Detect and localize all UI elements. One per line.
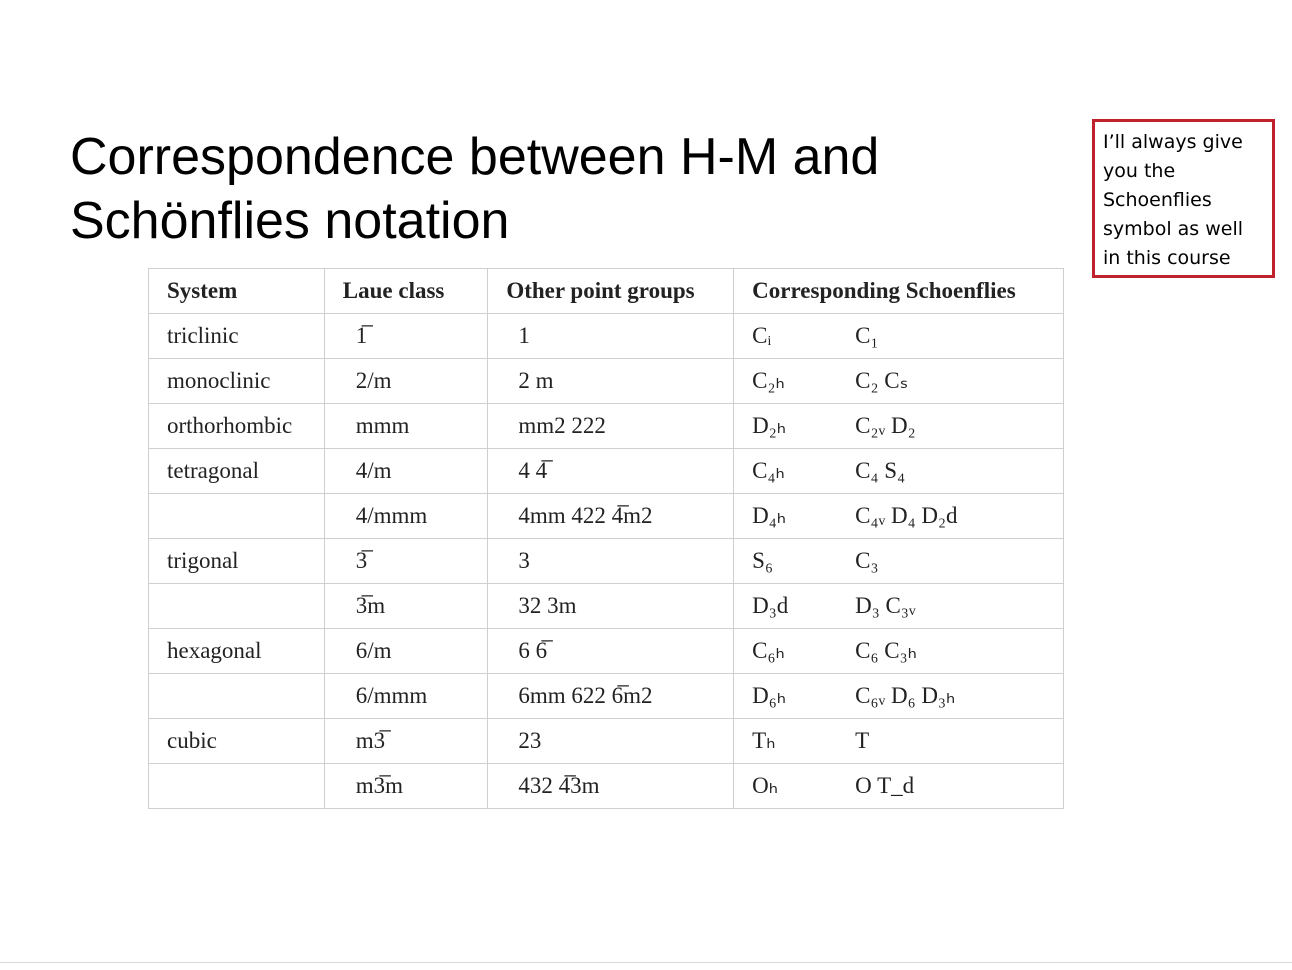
cell-other-point-groups: 3 <box>488 539 734 584</box>
schoenflies-laue-symbol: D₄ₕ <box>752 503 787 528</box>
cell-laue-class: 4/m <box>324 449 488 494</box>
slide-title-line-2: Schönflies notation <box>70 192 510 250</box>
note-line: you the <box>1103 160 1176 182</box>
cell-schoenflies <box>734 584 1064 629</box>
schoenflies-laue-symbol: S₆ <box>752 548 773 573</box>
cell-other-point-groups: 4mm 422 4̅m2 <box>488 494 734 539</box>
schoenflies-other-symbols: O T_d <box>855 773 915 798</box>
cell-other-point-groups: 432 4̅3m <box>488 764 734 809</box>
schoenflies-other-symbols: C₁ <box>855 323 879 348</box>
cell-other-point-groups: 23 <box>488 719 734 764</box>
cell-schoenflies <box>734 764 1064 809</box>
note-line: Schoenflies <box>1103 189 1212 211</box>
schoenflies-laue-symbol: C₂ₕ <box>752 368 785 393</box>
note-line: I’ll always give <box>1103 131 1243 153</box>
schoenflies-other-symbols: C₂ᵥ D₂ <box>855 413 916 438</box>
schoenflies-laue-symbol: Cᵢ <box>752 323 772 348</box>
cell-system <box>149 674 325 719</box>
cell-schoenflies <box>734 359 1064 404</box>
table-row <box>149 674 1064 719</box>
cell-schoenflies <box>734 674 1064 719</box>
schoenflies-laue-symbol: Oₕ <box>752 773 779 798</box>
slide-title-line-1: Correspondence between H-M and <box>70 128 880 186</box>
table-body <box>149 314 1064 809</box>
schoenflies-other-symbols: C₄ S₄ <box>855 458 906 483</box>
cell-system: orthorhombic <box>149 404 325 449</box>
cell-schoenflies <box>734 539 1064 584</box>
cell-system: cubic <box>149 719 325 764</box>
slide-title <box>70 125 879 253</box>
cell-system: triclinic <box>149 314 325 359</box>
cell-other-point-groups: 1 <box>488 314 734 359</box>
cell-laue-class: mmm <box>324 404 488 449</box>
schoenflies-laue-symbol: D₂ₕ <box>752 413 787 438</box>
cell-laue-class: 6/mmm <box>324 674 488 719</box>
header-schoenflies: Corresponding Schoenflies <box>734 269 1064 314</box>
note-line: symbol as well <box>1103 218 1244 240</box>
cell-schoenflies <box>734 314 1064 359</box>
schoenflies-laue-symbol: C₆ₕ <box>752 638 785 663</box>
cell-other-point-groups: mm2 222 <box>488 404 734 449</box>
cell-other-point-groups: 4 4̅ <box>488 449 734 494</box>
cell-system: monoclinic <box>149 359 325 404</box>
schoenflies-other-symbols: C₆ᵥ D₆ D₃ₕ <box>855 683 956 708</box>
cell-laue-class: 3̅m <box>324 584 488 629</box>
cell-system: tetragonal <box>149 449 325 494</box>
note-box <box>1092 119 1275 278</box>
cell-schoenflies <box>734 629 1064 674</box>
table-row <box>149 629 1064 674</box>
table-row <box>149 539 1064 584</box>
table-row <box>149 719 1064 764</box>
cell-system: trigonal <box>149 539 325 584</box>
cell-laue-class: 3̅ <box>324 539 488 584</box>
table-row <box>149 314 1064 359</box>
schoenflies-other-symbols: C₃ <box>855 548 879 573</box>
header-other-point-groups: Other point groups <box>488 269 734 314</box>
cell-schoenflies <box>734 449 1064 494</box>
cell-schoenflies <box>734 719 1064 764</box>
table-row <box>149 449 1064 494</box>
schoenflies-other-symbols: C₄ᵥ D₄ D₂d <box>855 503 958 528</box>
cell-schoenflies <box>734 404 1064 449</box>
cell-laue-class: 6/m <box>324 629 488 674</box>
cell-other-point-groups: 6 6̅ <box>488 629 734 674</box>
cell-schoenflies <box>734 494 1064 539</box>
cell-laue-class: 1̅ <box>324 314 488 359</box>
cell-laue-class: 2/m <box>324 359 488 404</box>
cell-other-point-groups: 2 m <box>488 359 734 404</box>
cell-laue-class: 4/mmm <box>324 494 488 539</box>
cell-laue-class: m3̅ <box>324 719 488 764</box>
schoenflies-other-symbols: C₂ Cₛ <box>855 368 909 393</box>
note-line: in this course <box>1103 247 1231 269</box>
header-system: System <box>149 269 325 314</box>
header-laue-class: Laue class <box>324 269 488 314</box>
table-header-row <box>149 269 1064 314</box>
table-row <box>149 359 1064 404</box>
schoenflies-laue-symbol: D₃d <box>752 593 789 618</box>
schoenflies-laue-symbol: C₄ₕ <box>752 458 785 483</box>
schoenflies-laue-symbol: Tₕ <box>752 728 776 753</box>
table-row <box>149 764 1064 809</box>
point-group-table <box>148 268 1064 809</box>
cell-system <box>149 764 325 809</box>
table-row <box>149 494 1064 539</box>
schoenflies-other-symbols: C₆ C₃ₕ <box>855 638 917 663</box>
cell-other-point-groups: 32 3m <box>488 584 734 629</box>
bottom-divider <box>0 962 1292 963</box>
table-row <box>149 404 1064 449</box>
cell-system: hexagonal <box>149 629 325 674</box>
schoenflies-other-symbols: T <box>855 728 870 753</box>
cell-system <box>149 494 325 539</box>
cell-laue-class: m3̅m <box>324 764 488 809</box>
schoenflies-other-symbols: D₃ C₃ᵥ <box>855 593 916 618</box>
table-row <box>149 584 1064 629</box>
schoenflies-laue-symbol: D₆ₕ <box>752 683 787 708</box>
cell-other-point-groups: 6mm 622 6̅m2 <box>488 674 734 719</box>
cell-system <box>149 584 325 629</box>
